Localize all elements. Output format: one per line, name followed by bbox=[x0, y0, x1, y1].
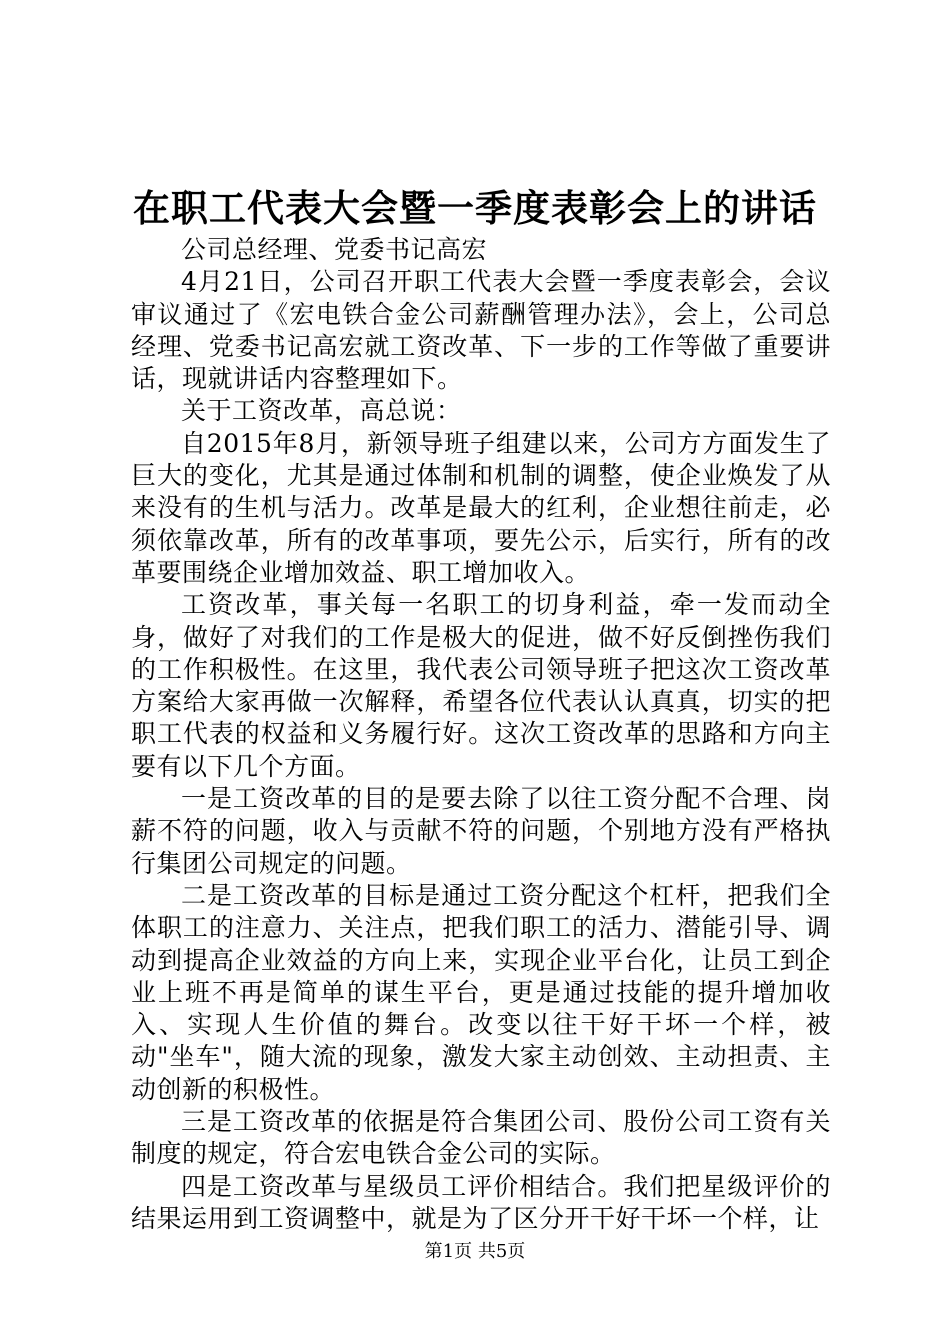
paragraph-point-one: 一是工资改革的目的是要去除了以往工资分配不合理、岗薪不符的问题，收入与贡献不符的问题，个别地方没有严格执行集团公司规定的问题。 bbox=[131, 784, 831, 878]
paragraph-point-two: 二是工资改革的目标是通过工资分配这个杠杆，把我们全体职工的注意力、关注点，把我们职工的活力、潜能引导、调动到提高企业效益的方向上来，实现企业平台化，让员工到企业上班不再是简单的谋生平台，更是通过技能的提升增加收入、实现人生价值的舞台。改变以往干好干坏一个样，被动"坐车"，随大流的现象，激发大家主动创效、主动担责、主动创新的积极性。 bbox=[131, 880, 831, 1104]
paragraph-intro: 4月21日，公司召开职工代表大会暨一季度表彰会，会议审议通过了《宏电铁合金公司薪酬管理办法》，会上，公司总经理、党委书记高宏就工资改革、下一步的工作等做了重要讲话，现就讲话内容整理如下。 bbox=[131, 267, 831, 394]
paragraph-point-three: 三是工资改革的依据是符合集团公司、股份公司工资有关制度的规定，符合宏电铁合金公司的实际。 bbox=[131, 1107, 831, 1169]
paragraph-author: 公司总经理、党委书记高宏 bbox=[181, 235, 488, 264]
paragraph-background: 自2015年8月，新领导班子组建以来，公司方方面发生了巨大的变化，尤其是通过体制和机制的调整，使企业焕发了从来没有的生机与活力。改革是最大的红利，企业想往前走，必须依靠改革，所有的改革事项，要先公示，后实行，所有的改革要围绕企业增加效益、职工增加收入。 bbox=[131, 428, 831, 587]
paragraph-lead: 关于工资改革，高总说： bbox=[181, 396, 462, 426]
page-number-footer: 第1页 共5页 bbox=[424, 1241, 526, 1262]
paragraph-point-four: 四是工资改革与星级员工评价相结合。我们把星级评价的结果运用到工资调整中，就是为了区分开干好干坏一个样，让 bbox=[131, 1171, 831, 1233]
document-body bbox=[131, 234, 831, 1235]
paragraph-significance: 工资改革，事关每一名职工的切身利益，牵一发而动全身，做好了对我们的工作是极大的促进，做不好反倒挫伤我们的工作积极性。在这里，我代表公司领导班子把这次工资改革方案给大家再做一次解释，希望各位代表认认真真，切实的把职工代表的权益和义务履行好。这次工资改革的思路和方向主要有以下几个方面。 bbox=[131, 590, 831, 781]
document-title: 在职工代表大会暨一季度表彰会上的讲话 bbox=[133, 186, 817, 230]
